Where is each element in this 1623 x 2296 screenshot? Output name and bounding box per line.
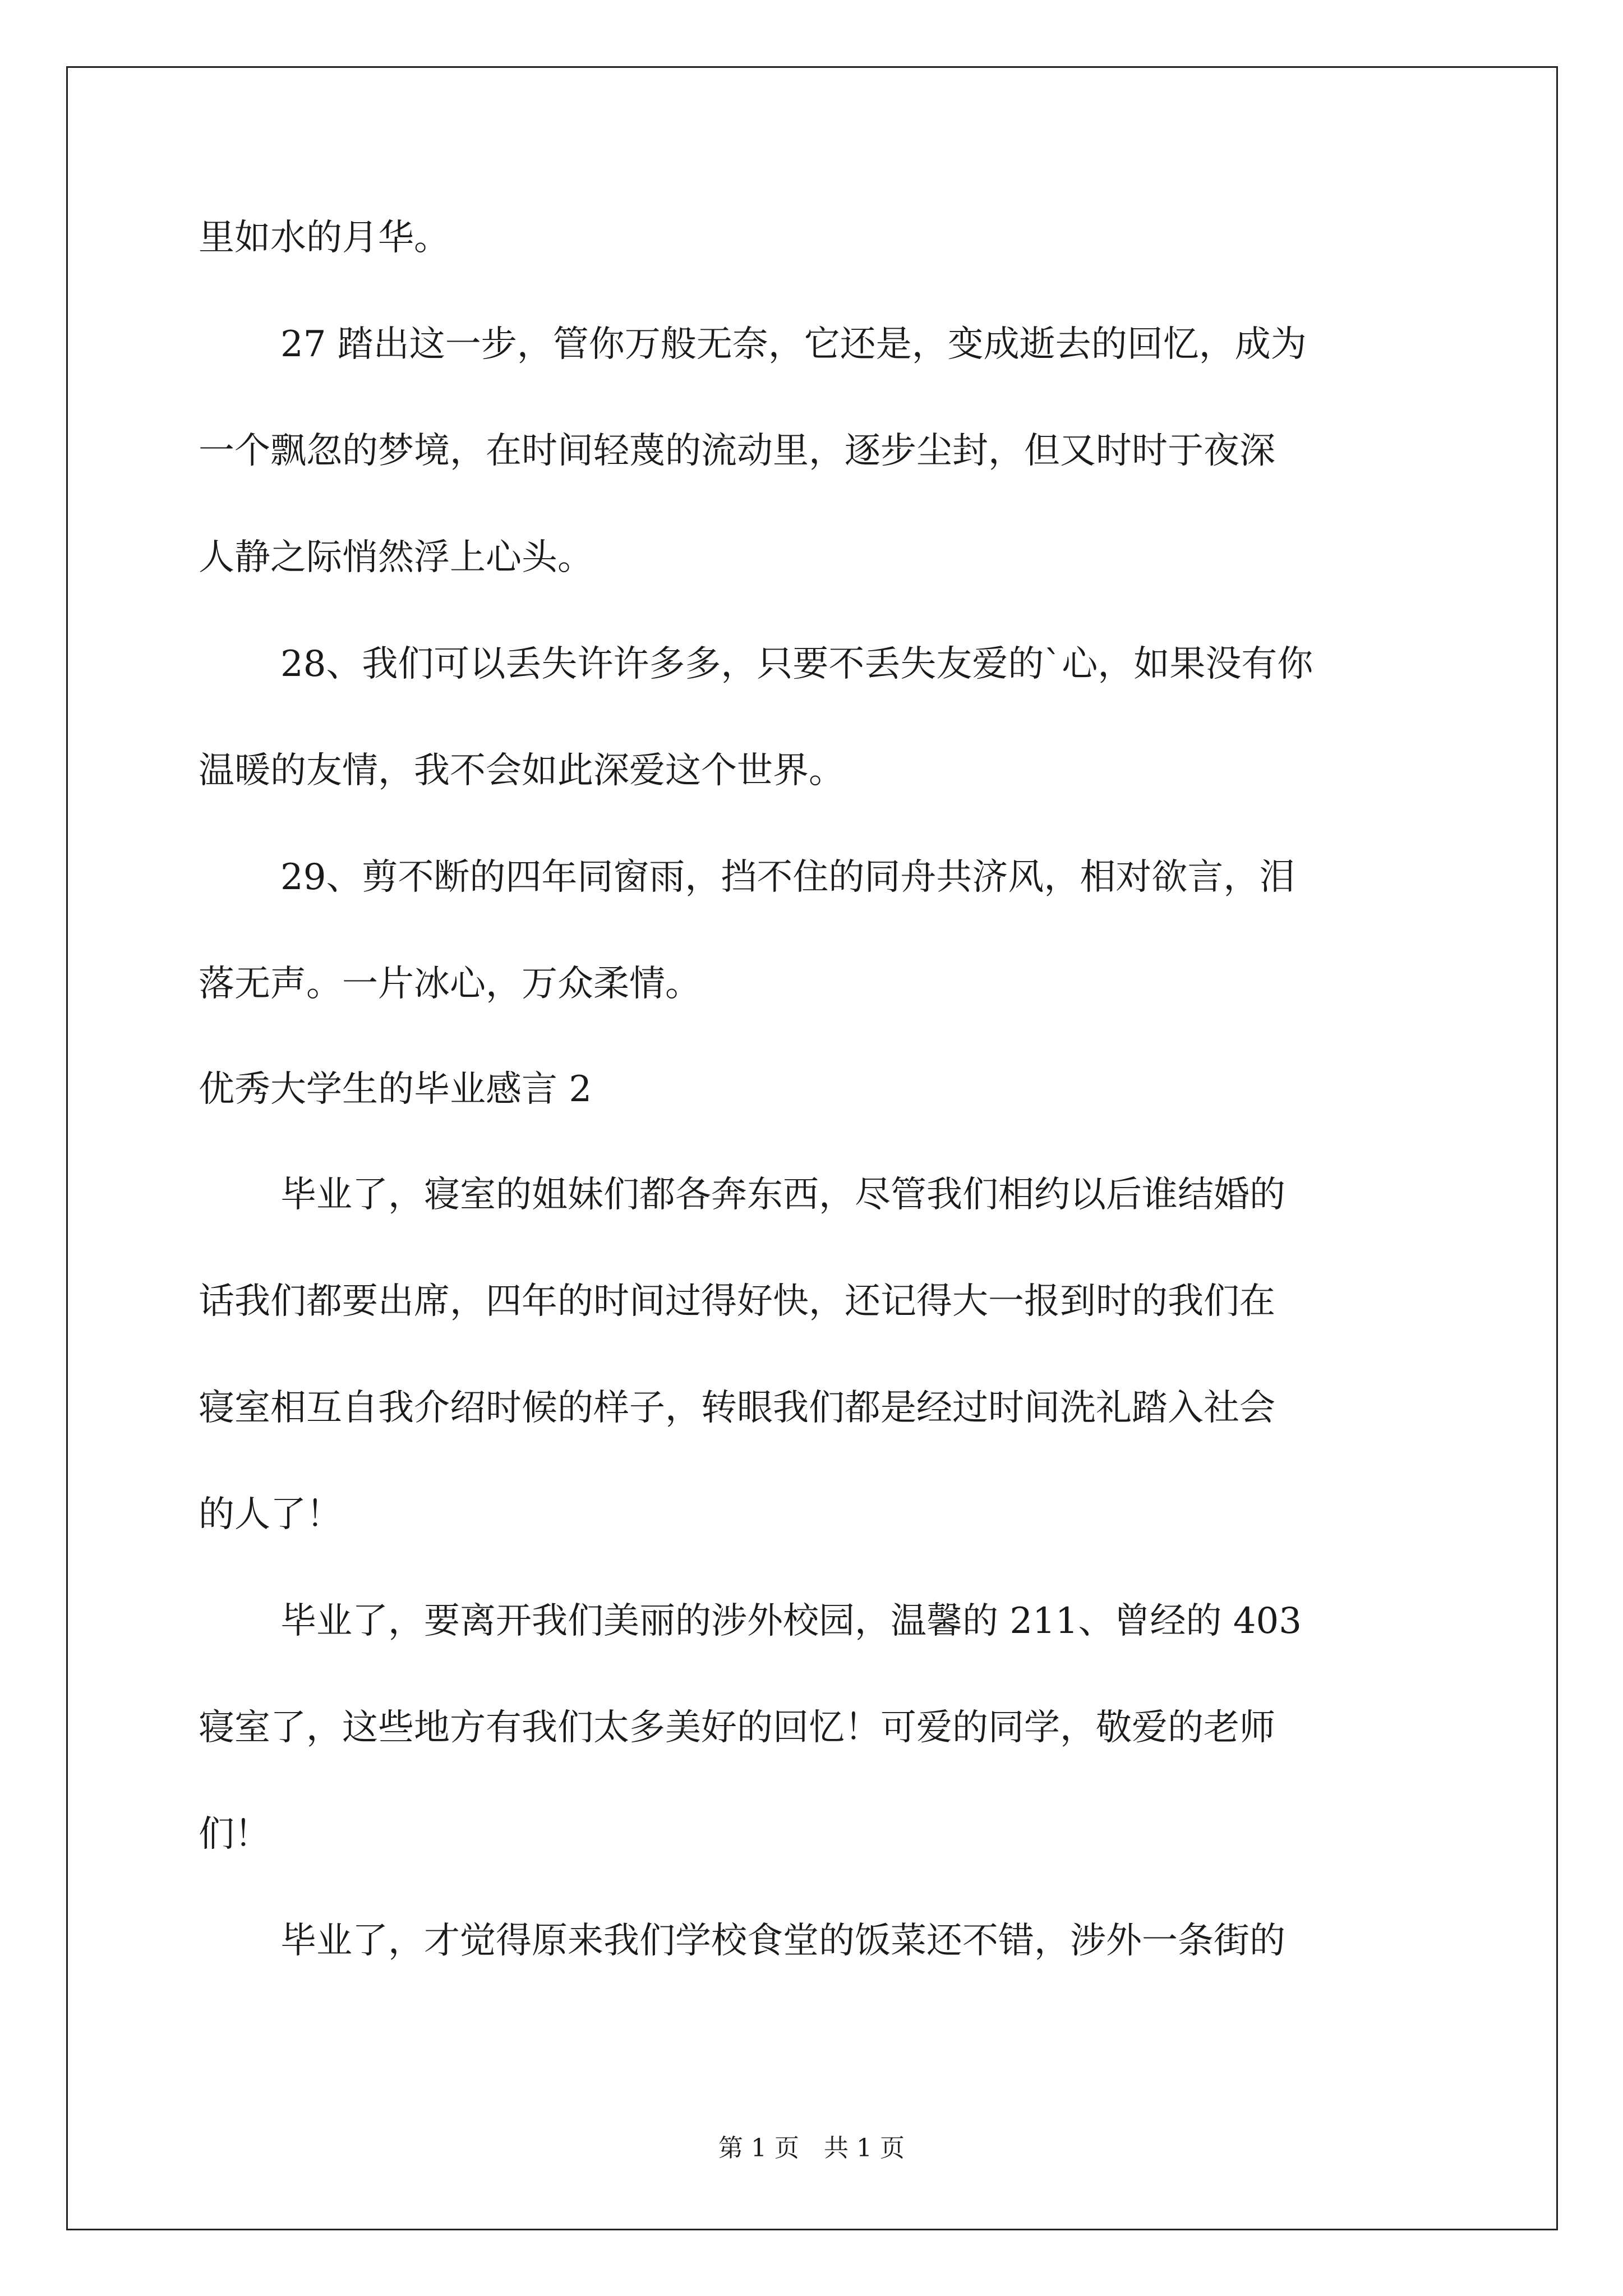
- paragraph-line: 28、我们可以丢失许许多多，只要不丢失友爱的`心，如果没有你: [280, 643, 1313, 685]
- paragraph-line: 里如水的月华。: [199, 217, 450, 259]
- paragraph-line: 落无声。一片冰心，万众柔情。: [199, 963, 701, 1005]
- paragraph-line: 寝室相互自我介绍时候的样子，转眼我们都是经过时间洗礼踏入社会: [199, 1387, 1275, 1429]
- paragraph-line: 27 踏出这一步，管你万般无奈，它还是，变成逝去的回忆，成为: [280, 324, 1307, 365]
- paragraph-line: 温暖的友情，我不会如此深爱这个世界。: [199, 750, 845, 792]
- paragraph-line: 人静之际悄然浮上心头。: [199, 537, 593, 578]
- paragraph-line: 话我们都要出席，四年的时间过得好快，还记得大一报到时的我们在: [199, 1281, 1275, 1322]
- paragraph-line: 一个飘忽的梦境，在时间轻蔑的流动里，逐步尘封，但又时时于夜深: [199, 430, 1275, 472]
- paragraph-line: 29、剪不断的四年同窗雨，挡不住的同舟共济风，相对欲言，泪: [280, 857, 1295, 898]
- paragraph-line: 毕业了，才觉得原来我们学校食堂的饭菜还不错，涉外一条街的: [280, 1920, 1285, 1962]
- document-body: [199, 213, 1438, 1966]
- page-number-total: 共 1 页: [824, 2134, 905, 2162]
- paragraph-line: 的人了！: [199, 1494, 342, 1535]
- paragraph-line: 寝室了，这些地方有我们太多美好的回忆！可爱的同学，敬爱的老师: [199, 1707, 1275, 1749]
- paragraph-line: 毕业了，寝室的姐妹们都各奔东西，尽管我们相约以后谁结婚的: [280, 1174, 1285, 1216]
- page-number-current: 第 1 页: [718, 2134, 799, 2162]
- paragraph-line: 毕业了，要离开我们美丽的涉外校园，温馨的 211、曾经的 403: [280, 1600, 1302, 1642]
- paragraph-line: 们！: [199, 1814, 270, 1855]
- section-heading: 优秀大学生的毕业感言 2: [199, 1069, 592, 1110]
- page-footer: [0, 2132, 1623, 2165]
